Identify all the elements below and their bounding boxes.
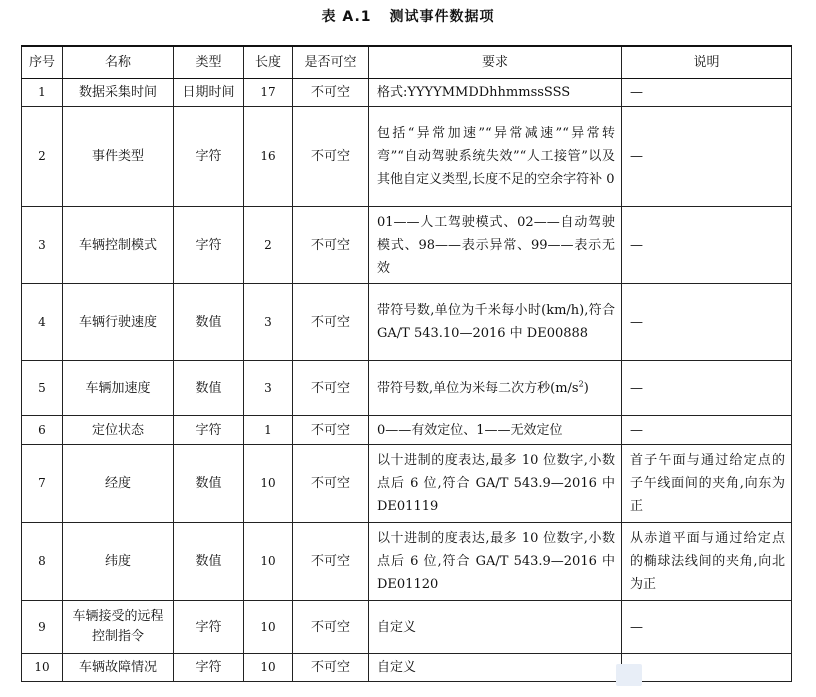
item-note: — — [622, 601, 792, 654]
row-number: 2 — [22, 107, 63, 207]
item-note: — — [622, 361, 792, 416]
item-name: 事件类型 — [63, 107, 174, 207]
item-requirement: 自定义 — [369, 601, 622, 654]
item-length: 16 — [244, 107, 293, 207]
item-type: 字符 — [174, 107, 244, 207]
column-header: 序号 — [22, 46, 63, 79]
item-name: 纬度 — [63, 523, 174, 601]
item-nullable: 不可空 — [293, 361, 369, 416]
table-row — [22, 107, 792, 207]
item-name: 车辆控制模式 — [63, 207, 174, 284]
item-length: 3 — [244, 284, 293, 361]
item-note: — — [622, 416, 792, 445]
table-row — [22, 445, 792, 523]
item-length: 10 — [244, 654, 293, 682]
data-items-table — [21, 45, 792, 682]
row-number: 7 — [22, 445, 63, 523]
item-nullable: 不可空 — [293, 654, 369, 682]
row-number: 8 — [22, 523, 63, 601]
item-type: 数值 — [174, 361, 244, 416]
item-nullable: 不可空 — [293, 601, 369, 654]
item-name: 车辆接受的远程控制指令 — [63, 601, 174, 654]
row-number: 1 — [22, 79, 63, 107]
item-type: 数值 — [174, 284, 244, 361]
item-requirement: 以十进制的度表达,最多 10 位数字,小数点后 6 位,符合 GA/T 543.9—2016 中 DE01119 — [369, 445, 622, 523]
column-header: 名称 — [63, 46, 174, 79]
requirement-text: 带符号数,单位为米每二次方秒(m/s — [377, 380, 579, 396]
item-note: — — [622, 79, 792, 107]
item-type: 数值 — [174, 445, 244, 523]
requirement-text-end: ) — [583, 380, 589, 396]
item-requirement: 自定义 — [369, 654, 622, 682]
item-length: 10 — [244, 601, 293, 654]
item-length: 3 — [244, 361, 293, 416]
item-length: 17 — [244, 79, 293, 107]
row-number: 10 — [22, 654, 63, 682]
column-header: 说明 — [622, 46, 792, 79]
item-requirement: 0——有效定位、1——无效定位 — [369, 416, 622, 445]
table-row — [22, 416, 792, 445]
table-row — [22, 654, 792, 682]
table-row — [22, 601, 792, 654]
item-nullable: 不可空 — [293, 284, 369, 361]
row-number: 9 — [22, 601, 63, 654]
item-length: 1 — [244, 416, 293, 445]
item-nullable: 不可空 — [293, 523, 369, 601]
item-type: 字符 — [174, 207, 244, 284]
item-requirement: 以十进制的度表达,最多 10 位数字,小数点后 6 位,符合 GA/T 543.9—2016 中 DE01120 — [369, 523, 622, 601]
table-row — [22, 361, 792, 416]
column-header: 要求 — [369, 46, 622, 79]
item-nullable: 不可空 — [293, 416, 369, 445]
item-name: 车辆行驶速度 — [63, 284, 174, 361]
item-nullable: 不可空 — [293, 107, 369, 207]
table-header-row — [22, 46, 792, 79]
item-requirement — [369, 361, 622, 416]
table-title — [0, 6, 816, 26]
table-row — [22, 207, 792, 284]
item-length: 10 — [244, 523, 293, 601]
item-requirement: 带符号数,单位为千米每小时(km/h),符合 GA/T 543.10—2016 中 DE00888 — [369, 284, 622, 361]
item-type: 字符 — [174, 601, 244, 654]
item-name: 数据采集时间 — [63, 79, 174, 107]
table-row — [22, 523, 792, 601]
table-number: 表 A.1 — [321, 9, 372, 25]
item-requirement: 格式:YYYYMMDDhhmmssSSS — [369, 79, 622, 107]
item-type: 字符 — [174, 654, 244, 682]
item-type: 字符 — [174, 416, 244, 445]
column-header: 长度 — [244, 46, 293, 79]
item-note: 从赤道平面与通过给定点的椭球法线间的夹角,向北为正 — [622, 523, 792, 601]
watermark-badge — [616, 664, 642, 686]
table-caption: 测试事件数据项 — [389, 9, 495, 25]
table-row — [22, 79, 792, 107]
column-header: 是否可空 — [293, 46, 369, 79]
item-note: — — [622, 107, 792, 207]
row-number: 6 — [22, 416, 63, 445]
item-note: 首子午面与通过给定点的子午线面间的夹角,向东为正 — [622, 445, 792, 523]
item-name: 车辆故障情况 — [63, 654, 174, 682]
row-number: 3 — [22, 207, 63, 284]
item-nullable: 不可空 — [293, 445, 369, 523]
item-type: 日期时间 — [174, 79, 244, 107]
item-name: 经度 — [63, 445, 174, 523]
item-requirement: 包括“异常加速”“异常减速”“异常转弯”“自动驾驶系统失效”“人工接管”以及其他自定义类型,长度不足的空余字符补 0 — [369, 107, 622, 207]
superscript-exponent: 2 — [578, 379, 584, 389]
item-length: 2 — [244, 207, 293, 284]
row-number: 5 — [22, 361, 63, 416]
item-note — [622, 654, 792, 682]
item-note: — — [622, 207, 792, 284]
item-name: 车辆加速度 — [63, 361, 174, 416]
item-nullable: 不可空 — [293, 207, 369, 284]
row-number: 4 — [22, 284, 63, 361]
item-note: — — [622, 284, 792, 361]
item-length: 10 — [244, 445, 293, 523]
item-nullable: 不可空 — [293, 79, 369, 107]
column-header: 类型 — [174, 46, 244, 79]
table-row — [22, 284, 792, 361]
item-name: 定位状态 — [63, 416, 174, 445]
item-type: 数值 — [174, 523, 244, 601]
item-requirement: 01——人工驾驶模式、02——自动驾驶模式、98——表示异常、99——表示无效 — [369, 207, 622, 284]
